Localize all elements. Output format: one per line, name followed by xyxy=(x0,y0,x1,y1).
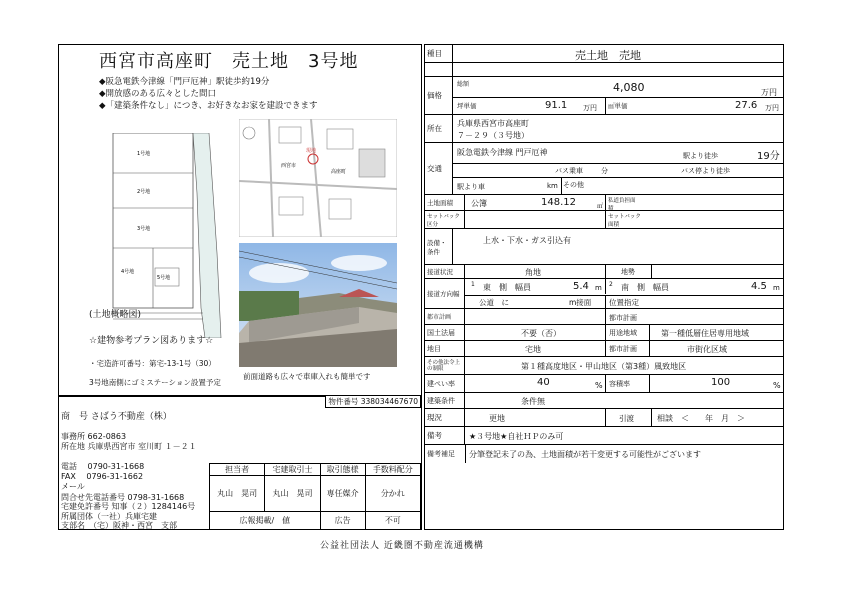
lot-label-3: 3号地 xyxy=(137,226,151,232)
page-title: 西宮市高座町 売土地 3号地 xyxy=(99,51,359,72)
row-notes: 備考 ★３号地★自社ＨＰのみ可 xyxy=(425,427,783,445)
property-overview-panel xyxy=(58,44,422,396)
road2-width: 4.5 xyxy=(751,281,767,292)
staff-header-broker: 宅建取引士 xyxy=(265,464,320,476)
road2-direction: 南 側 幅員 xyxy=(621,283,669,292)
delivery-value: 相談 ＜ 年 月 ＞ xyxy=(657,414,745,423)
staff-header-fee: 手数料配分 xyxy=(365,464,420,476)
notes-extra-value: 分筆登記未了の為、土地面積が若干変更する可能性がございます xyxy=(469,450,701,459)
contact-tel: 問合せ先電話番号 0798-31-1668 xyxy=(61,493,185,502)
access-value: 角地 xyxy=(525,268,541,277)
bullet-no-condition: ◆「建築条件なし」につき、お好きなお家を建設できます xyxy=(99,101,318,111)
row-facilities: 設備・条件 上水・下水・ガス引込有 xyxy=(425,229,783,265)
row-notes-extra: 備考補足 分筆登記未了の為、土地面積が若干変更する可能性がございます xyxy=(425,445,783,531)
row-blank xyxy=(425,63,783,77)
row-access: 接道状況 角地 地勢 xyxy=(425,265,783,279)
area-map xyxy=(239,119,397,237)
site-photo xyxy=(239,243,397,367)
ad-label: 広告 xyxy=(320,512,365,530)
lot-label-5: 5号地 xyxy=(157,275,171,281)
staff-agent: 丸山 晃司 xyxy=(210,476,265,512)
property-details-table xyxy=(424,44,784,530)
company-tel: 電話 0790-31-1668 xyxy=(61,462,145,471)
notes-value: ★３号地★自社ＨＰのみ可 xyxy=(469,432,564,441)
location-line1: 兵庫県西宮市高座町 xyxy=(457,119,529,128)
row-location: 所在 兵庫県西宮市高座町 ７－２９（３号地） xyxy=(425,115,783,143)
row-kind: 種目 売土地 売地 xyxy=(425,45,783,63)
sqm-price: 27.6 xyxy=(735,100,758,111)
bullet-station: ◆阪急電鉄今津線「門戸厄神」駅徒歩約19分 xyxy=(99,77,270,87)
lot-label-4: 4号地 xyxy=(121,269,135,275)
row-build-cond: 建築条件 条件無 xyxy=(425,393,783,409)
coverage-value: 40 xyxy=(537,377,550,388)
lot-sketch-caption: (土地概略図) xyxy=(89,310,142,320)
land-cat-value: 宅地 xyxy=(525,345,541,354)
company-mail: メール xyxy=(61,482,85,491)
staff-table xyxy=(209,463,421,530)
row-other-law: その他法令上の制限 第１種高度地区・甲山地区（第3種）風致地区 xyxy=(425,357,783,375)
traffic-station: 阪急電鉄今津線 門戸厄神 xyxy=(457,148,548,157)
land-law-value: 不要（否） xyxy=(521,329,561,338)
company-zip: 事務所 662-0863 xyxy=(61,432,127,441)
ratio-value: 100 xyxy=(711,377,731,388)
photo-caption: 前面道路も広々で車庫入れも簡単です xyxy=(243,372,371,381)
facilities-value: 上水・下水・ガス引込有 xyxy=(483,236,571,245)
land-area-value: 148.12 xyxy=(541,197,576,208)
map-label-site: 現地 xyxy=(306,148,317,154)
kind-value: 売土地 売地 xyxy=(575,49,641,62)
bullet-frontage: ◆開放感のある広々とした間口 xyxy=(99,89,217,99)
staff-fee: 分かれ xyxy=(365,476,420,512)
lot-label-1: 1号地 xyxy=(137,151,151,157)
association: 所属団体（一社）兵庫宅建 xyxy=(61,512,157,521)
tsubo-price: 91.1 xyxy=(545,100,568,111)
license-number: 宅建免許番号 知事（２）1284146号 xyxy=(61,502,196,511)
row-traffic: 交通 阪急電鉄今津線 門戸厄神 駅より徒歩 19分 バス乗車 分 バス停より徒歩 駅より車 km その他 xyxy=(425,143,783,195)
trade-number: 物件番号 338034467670 xyxy=(325,395,421,408)
row-price: 価格 総額 4,080 万円 坪単価 91.1 万円 ㎡単価 27.6 万円 xyxy=(425,77,783,115)
branch: 支部名 （宅）阪神・西宮 支部 xyxy=(61,521,177,530)
company-panel xyxy=(58,396,422,530)
location-line2: ７－２９（３号地） xyxy=(457,131,529,140)
row-land-law: 国土法届 不要（否） 用途地域 第一種低層住居専用地域 xyxy=(425,325,783,341)
row-status: 現況 更地 引渡 相談 ＜ 年 月 ＞ xyxy=(425,409,783,427)
lot-label-2: 2号地 xyxy=(137,189,151,195)
company-name: 商 号 さばう不動産（株） xyxy=(61,412,172,422)
permit-note: ・宅造許可番号：第宅-13-1号（30） xyxy=(89,359,216,368)
map-label-city: 西宮市 xyxy=(281,163,297,169)
plan-note: ☆建物参考プラン図あります☆ xyxy=(89,336,214,346)
road1-width: 5.4 xyxy=(573,281,589,292)
staff-deal: 専任媒介 xyxy=(320,476,365,512)
row-road: 接道方向幅 1 東 側 幅員 5.4 m 2 南 側 幅員 4.5 m 公道 に m接面 位置指定 xyxy=(425,279,783,309)
ad-value: 不可 xyxy=(365,512,420,530)
map-label-town: 高座町 xyxy=(331,169,347,175)
build-cond-value: 条件無 xyxy=(521,397,545,406)
use-zone-value: 第一種低層住居専用地域 xyxy=(661,329,749,338)
row-land-cat: 地目 宅地 都市計画 市街化区域 xyxy=(425,341,783,357)
garbage-note: 3号地南側にゴミステーション設置予定 xyxy=(89,378,221,387)
row-city-plan: 都市計画 都市計画 xyxy=(425,309,783,325)
road1-direction: 東 側 幅員 xyxy=(483,283,531,292)
row-setback: セットバック区分 セットバック面積 xyxy=(425,211,783,229)
staff-header-agent: 担当者 xyxy=(210,464,265,476)
reinfo-label: 広報掲載/ 値 xyxy=(210,512,321,530)
footer-organization: 公益社団法人 近畿圏不動産流通機構 xyxy=(320,541,484,551)
row-land-area: 土地面積 公簿 148.12 ㎡ 私道負担面積 xyxy=(425,195,783,211)
staff-header-deal: 取引態様 xyxy=(320,464,365,476)
status-value: 更地 xyxy=(489,414,505,423)
city-zone-value: 市街化区域 xyxy=(687,345,727,354)
company-fax: FAX 0796-31-1662 xyxy=(61,472,144,481)
walk-minutes: 19分 xyxy=(757,151,780,162)
other-law-value: 第１種高度地区・甲山地区（第3種）風致地区 xyxy=(521,362,687,371)
company-address: 所在地 兵庫県西宮市 室川町 １－２１ xyxy=(61,442,197,451)
staff-broker: 丸山 晃司 xyxy=(265,476,320,512)
row-coverage: 建ぺい率 40 % 容積率 100 % xyxy=(425,375,783,393)
price-value: 4,080 xyxy=(613,81,645,94)
